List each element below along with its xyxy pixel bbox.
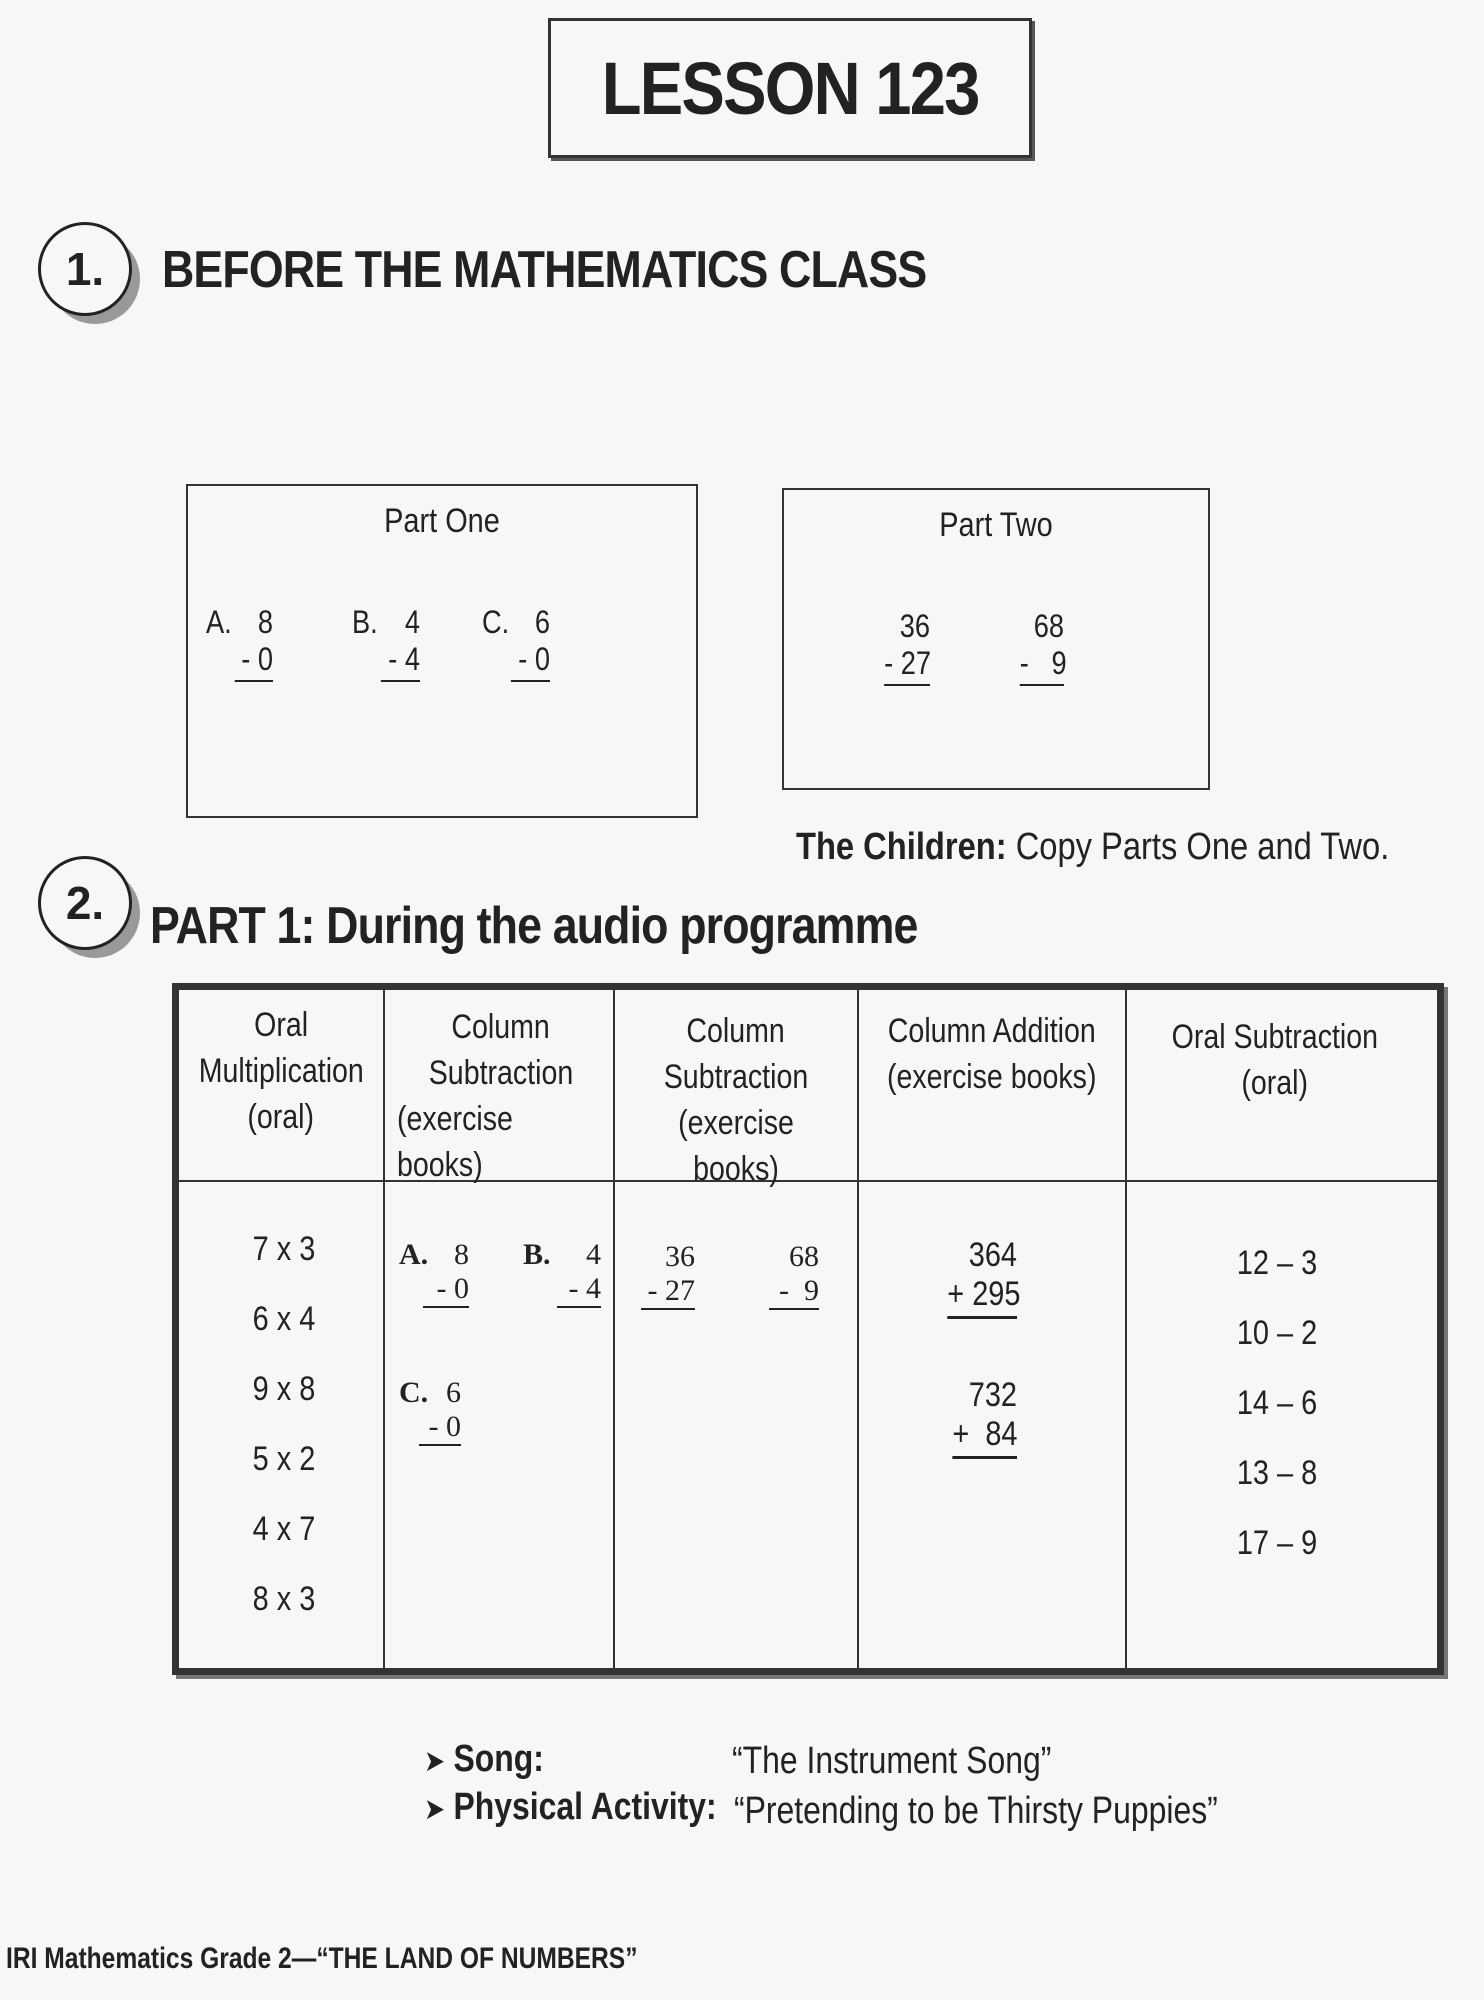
oral-multiplication-item: 7 x 3: [252, 1230, 316, 1268]
part-one-label-a: A.: [206, 604, 232, 640]
activity-physical-value: “Pretending to be Thirsty Puppies”: [734, 1790, 1218, 1832]
table-label-b: B.: [523, 1238, 551, 1271]
section-2-heading: PART 1: During the audio programme: [150, 897, 918, 955]
children-instruction: [796, 826, 1389, 869]
part-two-title: Part Two: [939, 506, 1053, 544]
oral-multiplication-item: 4 x 7: [252, 1510, 316, 1548]
part-one-problem-c: 6 - 0: [504, 604, 550, 682]
part-two-problem-2: 68 - 9: [1012, 608, 1064, 686]
table-addition-364-295: 364 + 295: [935, 1236, 1017, 1319]
oral-subtraction-item: 10 – 2: [1236, 1314, 1318, 1352]
part-one-label-b: B.: [352, 604, 378, 640]
activity-song-value: “The Instrument Song”: [732, 1740, 1052, 1782]
header-oral-subtraction: Oral Subtraction (oral): [1171, 1018, 1379, 1102]
header-column-addition: Column Addition (exercise books): [887, 1012, 1097, 1096]
table-subtraction-68-9: 68 - 9: [769, 1240, 819, 1310]
part-two-box: [782, 488, 1210, 790]
table-subtraction-c: 6 - 0: [419, 1376, 461, 1446]
header-column-subtraction-1: Column Subtraction: [428, 1008, 574, 1092]
part-one-label-c: C.: [482, 604, 510, 640]
table-subtraction-a: 8 - 0: [423, 1238, 469, 1308]
header-oral-multiplication: Oral Multiplication (oral): [198, 1006, 364, 1136]
children-label: The Children:: [796, 826, 1007, 868]
table-addition-732-84: 732 + 84: [941, 1376, 1017, 1459]
children-text: Copy Parts One and Two.: [1015, 826, 1390, 868]
part-one-box: [186, 484, 698, 818]
part-two-problem-1: 36 - 27: [876, 608, 930, 686]
section-1-heading: BEFORE THE MATHEMATICS CLASS: [162, 241, 927, 299]
activity-label: Song:: [453, 1738, 544, 1780]
oral-multiplication-item: 8 x 3: [252, 1580, 316, 1618]
table-label-c: C.: [399, 1376, 429, 1409]
section-2-number: 2.: [38, 856, 132, 950]
oral-multiplication-item: 6 x 4: [252, 1300, 316, 1338]
lesson-activity-table: [172, 983, 1444, 1675]
arrow-bullet-icon: ➤: [424, 1793, 446, 1826]
oral-subtraction-item: 17 – 9: [1236, 1524, 1318, 1562]
table-subtraction-36-27: 36 - 27: [641, 1240, 695, 1310]
section-1-number: 1.: [38, 222, 132, 316]
page-footer: IRI Mathematics Grade 2—“THE LAND OF NUMBERS”: [6, 1942, 638, 1975]
lesson-title-box: [548, 18, 1032, 158]
oral-multiplication-item: 5 x 2: [252, 1440, 316, 1478]
oral-subtraction-item: 14 – 6: [1236, 1384, 1318, 1422]
activity-physical: [424, 1786, 717, 1829]
part-one-title: Part One: [384, 502, 500, 540]
part-one-problem-b: 4 - 4: [374, 604, 420, 682]
activity-song: [424, 1738, 544, 1781]
column-divider: [383, 990, 385, 1668]
oral-multiplication-item: 9 x 8: [252, 1370, 316, 1408]
header-column-subtraction-1-sub: (exercise books): [397, 1100, 513, 1184]
arrow-bullet-icon: ➤: [424, 1745, 446, 1778]
oral-subtraction-item: 13 – 8: [1236, 1454, 1318, 1492]
part-one-problem-a: 8 - 0: [228, 604, 273, 682]
lesson-title: LESSON 123: [601, 46, 979, 130]
oral-subtraction-item: 12 – 3: [1236, 1244, 1318, 1282]
table-label-a: A.: [399, 1238, 429, 1271]
table-subtraction-b: 4 - 4: [557, 1238, 601, 1308]
activity-label: Physical Activity:: [453, 1786, 717, 1828]
header-column-subtraction-2: Column Subtraction (exercise books): [663, 1012, 809, 1188]
